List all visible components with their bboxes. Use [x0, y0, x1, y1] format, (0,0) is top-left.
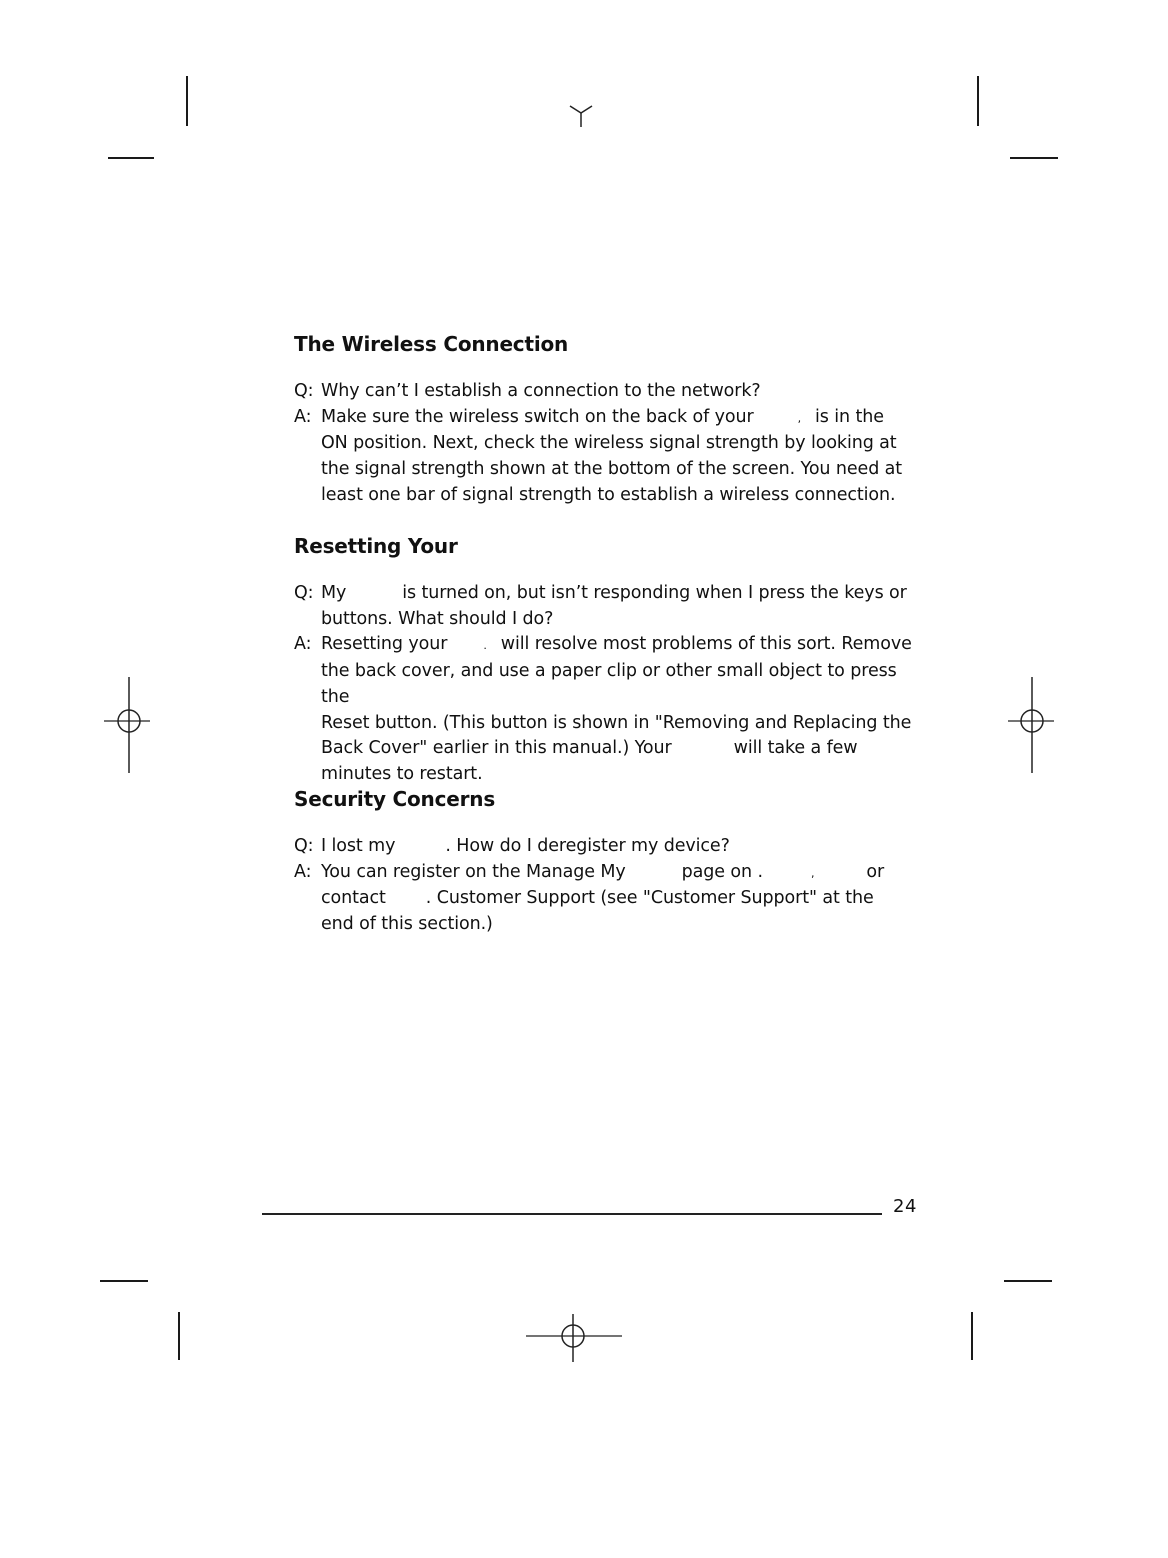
answer-fragment: ,: [797, 411, 801, 425]
answer-line: will resolve most problems of this sort. Remove: [500, 634, 912, 655]
crop-mark-top-right-horizontal: [1010, 157, 1058, 159]
question: [294, 834, 924, 860]
crop-mark-top-left-vertical: [186, 76, 188, 126]
question-prefix: Q:: [294, 381, 314, 401]
crop-mark-top-left-horizontal: [108, 157, 154, 159]
section-title: The Wireless Connection: [294, 332, 569, 356]
answer-line: is in the: [814, 406, 884, 427]
crop-mark-bottom-left-horizontal: [100, 1280, 148, 1282]
crop-mark-bottom-right-vertical: [971, 1312, 973, 1360]
answer-line: Resetting your: [321, 634, 448, 655]
section-title: Resetting Your: [294, 534, 458, 558]
section-title: Security Concerns: [294, 787, 496, 811]
answer-line: page on .: [681, 861, 763, 882]
question-prefix: Q:: [294, 583, 314, 603]
answer-line: contact: [321, 888, 386, 909]
answer-line: Reset button. (This button is shown in "Removing and Replacing the: [321, 712, 912, 733]
answer: [294, 860, 924, 938]
page-number: 24: [893, 1196, 917, 1217]
answer-prefix: A:: [294, 634, 312, 655]
section-security-concerns: [294, 785, 924, 938]
answer-line: will take a few: [733, 738, 858, 759]
answer-line: Make sure the wireless switch on the back of your: [321, 406, 754, 427]
question: [294, 379, 924, 405]
answer-line: the signal strength shown at the bottom of the screen. You need at: [321, 459, 903, 480]
registration-mark-top-icon: [566, 100, 596, 130]
registration-mark-right-icon: [1006, 675, 1056, 775]
answer-line: the back cover, and use a paper clip or other small object to press the: [321, 661, 897, 707]
answer-line: or: [866, 861, 885, 882]
answer-fragment: .: [483, 639, 487, 653]
section-resetting: [294, 532, 924, 788]
registration-mark-bottom-icon: [524, 1312, 624, 1364]
question-text: buttons. What should I do?: [321, 608, 554, 629]
question-text: Why can’t I establish a connection to the network?: [321, 381, 761, 401]
answer-line: minutes to restart.: [321, 763, 483, 784]
crop-mark-bottom-left-vertical: [178, 1312, 180, 1360]
answer-line: end of this section.): [321, 914, 493, 935]
footer-rule: [262, 1213, 882, 1215]
answer-prefix: A:: [294, 861, 312, 882]
crop-mark-top-right-vertical: [977, 76, 979, 126]
answer-fragment: ,: [810, 866, 815, 880]
registration-mark-left-icon: [102, 675, 152, 775]
question: [294, 581, 924, 632]
question-text: . How do I deregister my device?: [445, 836, 730, 856]
question-prefix: Q:: [294, 836, 314, 856]
question-text: My: [321, 583, 347, 603]
question-text: is turned on, but isn’t responding when I press the keys or: [402, 583, 907, 603]
crop-mark-bottom-right-horizontal: [1004, 1280, 1052, 1282]
question-text: I lost my: [321, 836, 396, 856]
answer-line: least one bar of signal strength to establish a wireless connection.: [321, 484, 896, 505]
answer: [294, 632, 924, 787]
answer: [294, 405, 924, 509]
answer-prefix: A:: [294, 406, 312, 427]
section-wireless-connection: [294, 330, 924, 509]
answer-line: Back Cover" earlier in this manual.) Your: [321, 738, 672, 759]
answer-line: You can register on the Manage My: [321, 861, 626, 882]
answer-line: . Customer Support (see "Customer Support" at the: [425, 888, 874, 909]
answer-line: ON position. Next, check the wireless signal strength by looking at: [321, 433, 897, 454]
